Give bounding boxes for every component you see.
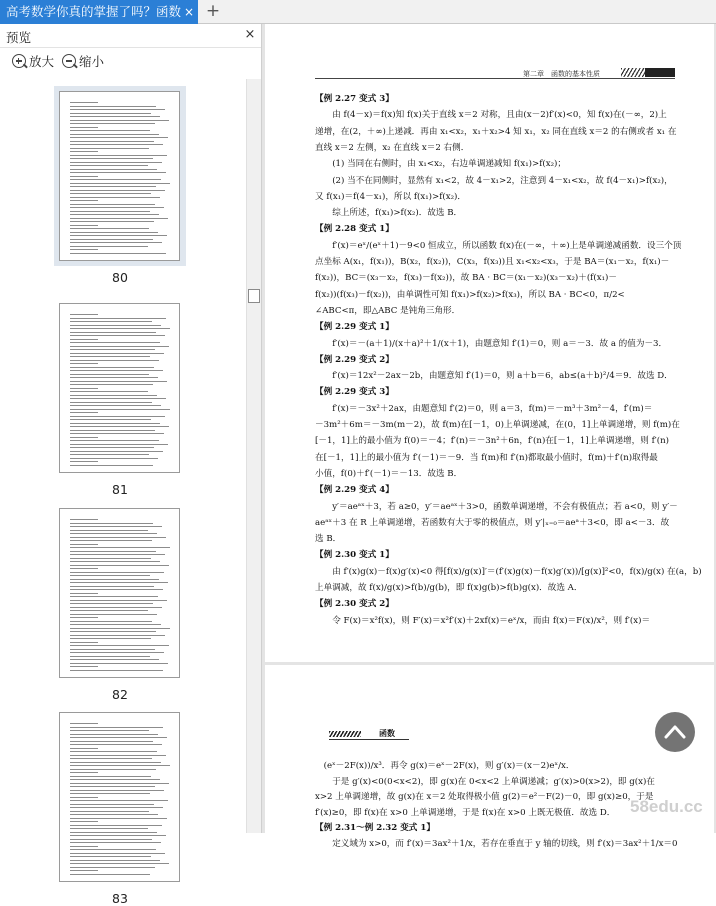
thumbnail-text-line: [70, 106, 156, 107]
thumbnail-text-line: [70, 409, 170, 410]
thumbnail-text-line: [70, 402, 152, 403]
thumbnail-text-line: [70, 666, 98, 667]
text-line: y′＝aeᵃˣ＋3，若 a≥0，y′＝aeᵃˣ＋3>0，函数单调递增，不会有极值点；若 a<0，则 y′－: [315, 501, 678, 512]
thumbnail-text-line: [70, 607, 162, 608]
thumbnail-text-line: [70, 120, 169, 121]
thumbnail-text-line: [70, 377, 158, 378]
thumbnail-text-line: [70, 551, 156, 552]
thumbnail-text-line: [70, 589, 163, 590]
thumbnail-text-line: [70, 116, 160, 117]
thumbnail-text-line: [70, 568, 98, 569]
thumbnail-image: [59, 303, 180, 473]
thumbnail-text-line: [70, 779, 160, 780]
thumbnail-text-line: [70, 370, 163, 371]
thumbnail-text-line: [70, 137, 168, 138]
thumbnail-text-line: [70, 433, 164, 434]
thumbnail-text-line: [70, 663, 168, 664]
thumbnail-text-line: [70, 776, 151, 777]
thumbnail-text-line: [70, 579, 159, 580]
text-line: f(x₂))，BC＝(x₃－x₂，f(x₃)－f(x₂))，故 BA · BC＝(x₁－x₂)(x₃－x₂)＋(f(x₁)－: [315, 273, 617, 284]
thumbnail-text-line: [70, 727, 163, 728]
text-line: (2) 当不在同侧时，显然有 x₁<2，故 4－x₁>2，注意到 4－x₁<x₂，故 f(4－x₁)>f(x₂)，: [315, 175, 673, 186]
thumbnail-text-line: [70, 734, 158, 735]
thumbnail-text-line: [70, 670, 163, 671]
text-line: (1) 当同在右侧时，由 x₁<x₂，右边单调递减知 f(x₁)>f(x₂)；: [315, 159, 566, 170]
scroll-top-button[interactable]: [655, 712, 695, 752]
header-decoration-block: [645, 68, 675, 77]
thumbnail-text-line: [70, 325, 161, 326]
thumbnail-text-line: [70, 600, 167, 601]
thumbnail-text-line: [70, 169, 157, 170]
thumbnail-text-line: [70, 533, 157, 534]
zoom-toolbar: [0, 49, 261, 75]
thumbnail-text-line: [70, 603, 153, 604]
thumbnail-frame: [54, 707, 186, 887]
thumbnail-text-line: [70, 818, 167, 819]
thumbnail-text-line: [70, 437, 98, 438]
thumbnail-text-line: [70, 328, 170, 329]
thumbnail-text-line: [70, 635, 165, 636]
thumbnail-text-line: [70, 642, 98, 643]
header-rule: [329, 739, 409, 740]
thumbnail-text-line: [70, 127, 98, 128]
text-line: 递增，在(2，＋∞)上递减．再由 x₁<x₂，x₁＋x₂>4 知 x₁，x₂ 同在直线 x＝2 的右侧或者 x₁ 在: [315, 126, 677, 137]
thumbnail-text-line: [70, 748, 98, 749]
thumbnail-text-line: [70, 860, 160, 861]
thumbnail-text-line: [70, 405, 161, 406]
thumbnail-text-line: [70, 444, 168, 445]
thumbnail-text-line: [70, 558, 151, 559]
preview-header: [0, 24, 261, 48]
thumbnail-text-line: [70, 144, 163, 145]
tab-title: 高考数学你真的掌握了吗？函数: [6, 4, 182, 19]
text-line: 由 f′(x)g(x)－f(x)g′(x)<0 得[f(x)/g(x)]′＝(f′(x)g(x)－f(x)g′(x))/[g(x)]²<0，f(x)/g(x) 在(a，b): [315, 566, 702, 577]
text-line: f(x₂))(f(x₃)－f(x₂))，由单调性可知 f(x₁)>f(x₂)>f(x₃)，所以 BA · BC<0，π/2<: [315, 289, 625, 300]
thumbnail-text-line: [70, 519, 98, 520]
thumbnail-text-line: [70, 867, 155, 868]
text-line: [－1，1]上的最小值为 f(0)＝－4；f′(n)＝－3n²＋6n，f′(n)在[－1，1]上单调递增，则 f′(n): [315, 436, 669, 447]
thumbnail-text-line: [70, 232, 158, 233]
thumbnail-text-line: [70, 863, 169, 864]
thumbnail-text-line: [70, 225, 98, 226]
zoom-out-button[interactable]: [62, 53, 104, 71]
example-heading: 【例 2.27 变式 3】: [315, 94, 394, 104]
thumbnail-page-number: 81: [112, 482, 128, 497]
thumbnail-text-line: [70, 162, 162, 163]
thumbnail-text-line: [70, 797, 98, 798]
thumbnail-text-line: [70, 447, 154, 448]
thumbnail-text-line: [70, 416, 165, 417]
thumbnail-frame: [54, 86, 186, 266]
thumbnail-text-line: [70, 207, 164, 208]
thumbnail-text-line: [70, 183, 170, 184]
thumbnail-text-line: [70, 381, 167, 382]
thumbnail-image: [59, 712, 180, 882]
thumbnail-text-line: [70, 113, 151, 114]
thumbnail-text-line: [70, 786, 155, 787]
thumbnail-text-line: [70, 821, 98, 822]
thumbnail-text-line: [70, 384, 153, 385]
thumbnail-text-line: [70, 856, 151, 857]
text-line: 小值，f(0)＋f′(－1)＝－13．故选 B．: [315, 468, 463, 479]
thumbnail-text-line: [70, 465, 153, 466]
thumbnail-text-line: [70, 846, 98, 847]
example-heading: 【例 2.28 变式 1】: [315, 224, 394, 235]
thumbnail-text-line: [70, 158, 153, 159]
thumbnail-text-line: [70, 621, 152, 622]
preview-close-icon[interactable]: ×: [244, 27, 256, 42]
thumbnail-text-line: [70, 221, 154, 222]
thumbnail-text-line: [70, 614, 157, 615]
text-line: ∠ABC<π，即△ABC 是钝角三角形．: [315, 305, 461, 316]
example-heading: 【例 2.31～例 2.32 变式 1】: [315, 823, 435, 833]
thumbnail-text-line: [70, 656, 150, 657]
zoom-in-icon: [12, 54, 26, 68]
thumbnail-text-line: [70, 800, 168, 801]
thumbnail-text-line: [70, 593, 98, 594]
thumbnail-text-line: [70, 853, 165, 854]
thumbnail-text-line: [70, 360, 159, 361]
example-heading: 【例 2.29 变式 2】: [315, 354, 394, 365]
thumbnail-text-line: [70, 179, 161, 180]
text-line: 于是 g′(x)<0(0<x<2)，即 g(x)在 0<x<2 上单调递减；g′(x)>0(x>2)，即 g(x)在: [315, 776, 655, 787]
text-line: 在[－1，1]上的最小值为 f′(－1)＝－9．当 f(m)和 f′(n)都取最小值时，f(m)＋f′(n)取得最: [315, 452, 658, 463]
thumbnail-text-line: [70, 537, 166, 538]
thumbnail-text-line: [70, 554, 165, 555]
preview-panel: [0, 24, 262, 906]
thumbnail-text-line: [70, 367, 154, 368]
thumbnail-text-line: [70, 134, 159, 135]
thumbnail-text-line: [70, 659, 159, 660]
thumbnail-text-line: [70, 638, 151, 639]
header-rule: [315, 78, 675, 79]
thumbnail-text-line: [70, 246, 148, 247]
thumbnail-frame: [54, 298, 186, 478]
thumbnail-text-line: [70, 461, 98, 462]
new-tab-button[interactable]: +: [205, 1, 221, 21]
thumbnail-text-line: [70, 458, 158, 459]
thumbnail-text-line: [70, 141, 154, 142]
thumbnail-text-line: [70, 342, 160, 343]
thumbnail-text-line: [70, 109, 165, 110]
thumbnail-text-line: [70, 155, 167, 156]
thumbnail-page-81[interactable]: [54, 298, 186, 497]
thumbnail-text-line: [70, 176, 98, 177]
thumbnail-text-line: [70, 363, 98, 364]
thumbnail-text-line: [70, 523, 153, 524]
thumbnail-text-line: [70, 765, 170, 766]
thumbnail-text-line: [70, 211, 150, 212]
thumbnail-page-number: 83: [112, 891, 128, 906]
tab-bar: [0, 0, 716, 24]
thumbnail-text-line: [70, 811, 149, 812]
thumbnail-text-line: [70, 228, 149, 229]
thumbnail-text-line: [70, 723, 98, 724]
thumbnail-text-line: [70, 628, 170, 629]
thumbnail-text-line: [70, 762, 161, 763]
thumbnail-text-line: [70, 374, 149, 375]
thumbnail-text-line: [70, 318, 166, 319]
text-line: 由 f(4－x)＝f(x)知 f(x)关于直线 x＝2 对称，且由(x－2)f′(x)<0，知 f(x)在(－∞，2)上: [315, 110, 667, 121]
thumbnail-text-line: [70, 741, 153, 742]
thumbnail-text-line: [70, 839, 152, 840]
thumbnail-scrollbar[interactable]: [246, 79, 261, 833]
text-line: f′(x)＝12x²－2ax－2b，由题意知 f′(1)＝0，则 a＋b＝6，ab≤(a＋b)²/4＝9．故选 D．: [315, 371, 673, 382]
thumbnail-text-line: [70, 772, 98, 773]
thumbnail-list: [0, 79, 246, 906]
text-line: －3m²＋6m＝－3m(m－2)，故 f(m)在[－1，0)上单调递减，在(0，1]上单调递增，则 f(m)在: [315, 420, 680, 430]
document-viewer[interactable]: [262, 24, 716, 849]
thumbnail-text-line: [70, 218, 168, 219]
header-decoration: [329, 731, 361, 737]
thumbnail-text-line: [70, 572, 164, 573]
thumbnail-text-line: [70, 652, 164, 653]
thumbnail-text-line: [70, 624, 161, 625]
text-line: f′(x)＝－(a＋1)/(x＋a)²＋1/(x＋1)，由题意知 f′(1)＝0，则 a＝－3．故 a 的值为－3．: [315, 338, 668, 349]
zoom-out-label: 缩小: [79, 54, 105, 69]
text-line: 又 f(x₁)＝f(4－x₁)，所以 f(x₁)>f(x₂)．: [315, 191, 466, 202]
thumbnail-text-line: [70, 214, 159, 215]
thumbnail-text-line: [70, 395, 157, 396]
thumbnail-text-line: [70, 617, 98, 618]
thumbnail-text-line: [70, 349, 155, 350]
thumbnail-text-line: [70, 540, 152, 541]
text-line: 直线 x＝2 左侧，x₂ 在直线 x＝2 右侧．: [315, 142, 470, 153]
thumbnail-text-line: [70, 430, 155, 431]
thumbnail-image: [59, 91, 180, 261]
thumbnail-text-line: [70, 825, 162, 826]
thumbnail-text-line: [70, 586, 154, 587]
thumbnail-page-82[interactable]: [54, 503, 186, 702]
document-page-80: [265, 24, 714, 662]
thumbnail-text-line: [70, 332, 156, 333]
zoom-in-button[interactable]: [12, 53, 54, 71]
thumbnail-text-line: [70, 870, 98, 871]
tab-close-icon[interactable]: ×: [183, 5, 195, 19]
example-heading: 【例 2.29 变式 4】: [315, 485, 394, 496]
thumbnail-text-line: [70, 832, 157, 833]
thumbnail-text-line: [70, 783, 169, 784]
thumbnail-text-line: [70, 388, 98, 389]
thumbnail-text-line: [70, 649, 155, 650]
thumbnail-text-line: [70, 151, 98, 152]
thumbnail-page-83[interactable]: [54, 707, 186, 906]
thumbnail-text-line: [70, 148, 149, 149]
text-line: f′(x)≥0，即 f(x)在 x>0 上单调递增，于是 f(x)在 x>0 上既无极值．故选 D．: [315, 807, 616, 818]
thumbnail-text-line: [70, 356, 150, 357]
thumbnail-text-line: [70, 314, 98, 315]
thumbnail-text-line: [70, 239, 153, 240]
text-line: 令 F(x)＝x²f(x)，则 F′(x)＝x²f′(x)＋2xf(x)＝eˣ/x，而由 f(x)＝F(x)/x²，则 f′(x)＝: [315, 615, 651, 626]
scrollbar-thumb[interactable]: [248, 289, 260, 303]
thumbnail-text-line: [70, 755, 166, 756]
thumbnail-text-line: [70, 426, 169, 427]
thumbnail-text-line: [70, 440, 159, 441]
thumbnail-text-line: [70, 200, 98, 201]
thumbnail-text-line: [70, 561, 160, 562]
text-line: 上单调减，故 f(x)/g(x)>f(b)/g(b)，即 f(x)g(b)>f(b)g(x)．故选 A．: [315, 583, 583, 593]
thumbnail-text-line: [70, 814, 158, 815]
running-head: 函数: [379, 728, 395, 738]
thumbnail-text-line: [70, 172, 166, 173]
thumbnail-text-line: [70, 631, 156, 632]
text-line: 选 B．: [315, 534, 342, 545]
thumbnail-text-line: [70, 242, 162, 243]
thumbnail-text-line: [70, 758, 152, 759]
thumbnail-text-line: [70, 346, 169, 347]
thumbnail-text-line: [70, 391, 148, 392]
thumbnail-text-line: [70, 874, 150, 875]
thumbnail-text-line: [70, 610, 148, 611]
thumbnail-text-line: [70, 565, 169, 566]
text-line: 定义域为 x>0，而 f′(x)＝3ax²＋1/x，若存在垂直于 y 轴的切线，则 f′(x)＝3ax²＋1/x＝0: [315, 838, 678, 849]
thumbnail-text-line: [70, 412, 98, 413]
thumbnail-text-line: [70, 828, 148, 829]
thumbnail-text-line: [70, 451, 163, 452]
site-watermark: 58edu.cc: [630, 797, 703, 816]
example-heading: 【例 2.29 变式 1】: [315, 322, 394, 333]
thumbnail-page-80[interactable]: [54, 86, 186, 285]
thumbnail-text-line: [70, 804, 154, 805]
thumbnail-text-line: [70, 547, 170, 548]
thumbnail-text-line: [70, 544, 98, 545]
thumbnail-text-line: [70, 186, 156, 187]
example-heading: 【例 2.30 变式 1】: [315, 550, 394, 561]
thumbnail-text-line: [70, 842, 161, 843]
thumbnail-text-line: [70, 454, 149, 455]
thumbnail-text-line: [70, 423, 160, 424]
thumbnail-image: [59, 508, 180, 678]
text-line: aeᵃˣ＋3 在 R 上单调递增，若函数有大于零的极值点，则 y′|ₓ₌₀＝aeᵃ＋3<0，即 a<－3．故: [315, 517, 670, 528]
thumbnail-text-line: [70, 793, 150, 794]
running-head: 第二章 函数的基本性质: [523, 70, 600, 78]
thumbnail-text-line: [70, 197, 160, 198]
zoom-out-icon: [62, 54, 76, 68]
thumbnail-page-number: 80: [112, 270, 128, 285]
thumbnail-page-number: 82: [112, 687, 128, 702]
thumbnail-text-line: [70, 398, 166, 399]
thumbnail-text-line: [70, 335, 165, 336]
thumbnail-text-line: [70, 575, 150, 576]
document-tab[interactable]: [0, 0, 198, 24]
thumbnail-text-line: [70, 204, 155, 205]
thumbnail-text-line: [70, 751, 157, 752]
chevron-up-icon: [664, 722, 686, 742]
text-line: f′(x)＝eˣ/(eˣ＋1)－9<0 恒成立，所以函数 f(x)在(－∞，＋∞)上是单调递减函数．设三个顶: [315, 240, 682, 251]
thumbnail-text-line: [70, 235, 167, 236]
text-line: x>2 上单调递增，故 g(x)在 x＝2 处取得极小值 g(2)＝e²－F(2)－0，即 g(x)≥0，于是: [315, 792, 654, 802]
thumbnail-text-line: [70, 596, 158, 597]
thumbnail-text-line: [70, 253, 166, 254]
text-line: (eˣ－2F(x))/x³．再令 g(x)＝eˣ－2F(x)，则 g′(x)＝(x－2)eˣ/x．: [315, 761, 575, 771]
thumbnail-text-line: [70, 835, 166, 836]
thumbnail-text-line: [70, 744, 162, 745]
thumbnail-text-line: [70, 530, 148, 531]
text-line: f′(x)＝－3x²＋2ax，由题意知 f′(2)＝0，则 a＝3，f(m)＝－m³＋3m²－4，f′(m)＝: [315, 403, 653, 414]
thumbnail-text-line: [70, 321, 152, 322]
thumbnail-text-line: [70, 526, 162, 527]
zoom-in-label: 放大: [29, 54, 55, 69]
thumbnail-frame: [54, 503, 186, 683]
thumbnail-text-line: [70, 165, 148, 166]
thumbnail-text-line: [70, 790, 164, 791]
thumbnail-text-line: [70, 737, 167, 738]
preview-title: 预览: [6, 30, 32, 45]
thumbnail-text-line: [70, 730, 149, 731]
thumbnail-text-line: [70, 849, 156, 850]
thumbnail-text-line: [70, 249, 98, 250]
example-heading: 【例 2.29 变式 3】: [315, 387, 394, 398]
thumbnail-text-line: [70, 339, 98, 340]
thumbnail-text-line: [70, 769, 156, 770]
thumbnail-text-line: [70, 130, 150, 131]
thumbnail-text-line: [70, 645, 169, 646]
thumbnail-text-line: [70, 190, 165, 191]
thumbnail-text-line: [70, 193, 151, 194]
thumbnail-text-line: [70, 353, 164, 354]
text-line: 综上所述，f(x₁)>f(x₂)．故选 B．: [315, 208, 463, 219]
thumbnail-text-line: [70, 582, 168, 583]
text-line: 点坐标 A(x₁，f(x₁))，B(x₂，f(x₂))，C(x₃，f(x₃))且 x₁<x₂<x₃，于是 BA＝(x₁－x₂，f(x₁)－: [315, 257, 670, 267]
thumbnail-text-line: [70, 419, 151, 420]
thumbnail-text-line: [70, 102, 98, 103]
thumbnail-text-line: [70, 123, 155, 124]
thumbnail-text-line: [70, 807, 163, 808]
example-heading: 【例 2.30 变式 2】: [315, 599, 394, 610]
